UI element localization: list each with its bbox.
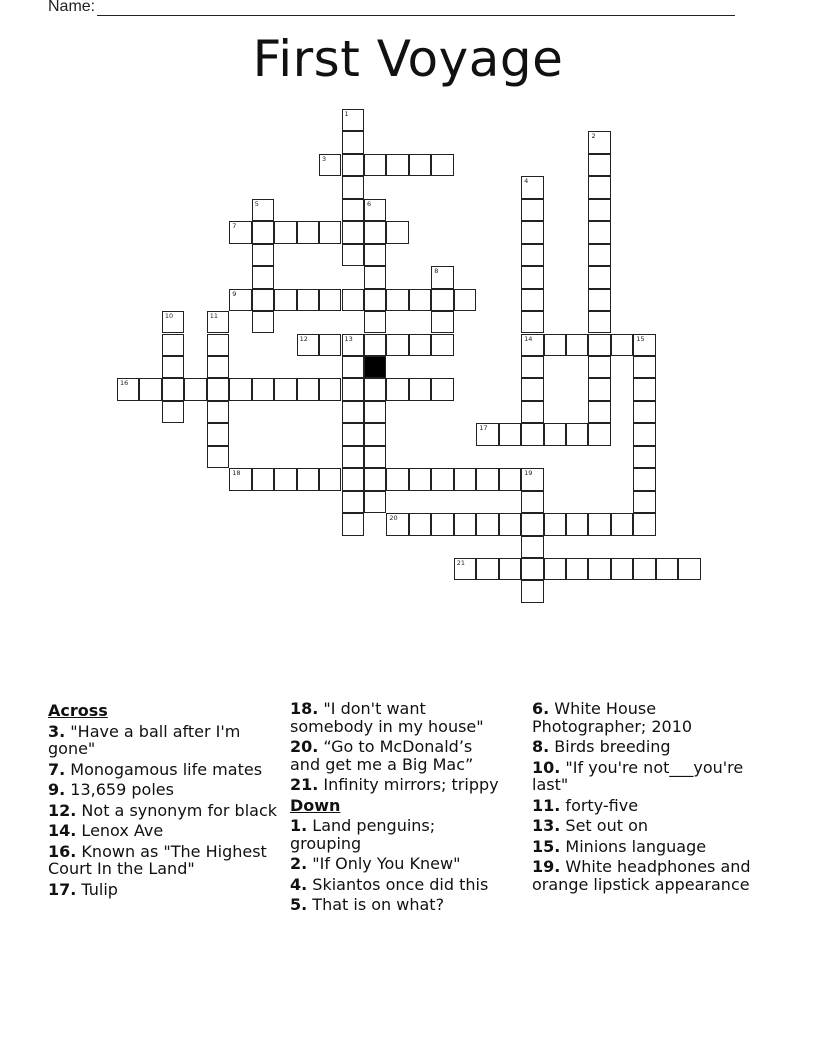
grid-cell[interactable] [342,334,364,356]
grid-block-cell [364,356,386,378]
grid-cell[interactable] [633,558,655,580]
grid-cell[interactable] [319,289,341,311]
grid-cell[interactable] [476,558,498,580]
clue-item-text: forty-five [560,795,639,815]
clue-number: 6 [366,199,372,208]
clue-number: 16 [120,379,129,388]
grid-cell[interactable] [476,468,498,490]
grid-cell[interactable] [342,401,364,423]
grid-cell[interactable] [588,558,610,580]
grid-cell[interactable] [162,311,184,333]
grid-cell[interactable] [364,468,386,490]
grid-cell[interactable] [364,221,386,243]
grid-cell[interactable] [342,513,364,535]
grid-cell[interactable] [633,401,655,423]
down-clues-list-1 [290,817,505,914]
clue-item-number: 7. [48,759,66,779]
clue-item [290,776,505,794]
grid-cell[interactable] [364,401,386,423]
grid-cell[interactable] [431,378,453,400]
grid-cell[interactable] [588,334,610,356]
grid-cell[interactable] [297,289,319,311]
grid-cell[interactable] [566,423,588,445]
grid-cell[interactable] [521,468,543,490]
grid-cell[interactable] [229,378,251,400]
clue-number: 4 [524,177,529,186]
grid-cell[interactable] [499,513,521,535]
grid-cell[interactable] [386,468,408,490]
grid-cell[interactable] [207,356,229,378]
grid-cell[interactable] [431,311,453,333]
clue-item-text: "I don't want somebody in my house" [290,699,484,736]
clue-number: 8 [434,267,439,276]
grid-cell[interactable] [588,154,610,176]
grid-cell[interactable] [386,513,408,535]
grid-cell[interactable] [386,289,408,311]
clue-item-text: Lenox Ave [76,821,164,840]
grid-cell[interactable] [386,221,408,243]
clue-item [290,700,505,735]
clue-item-number: 10. [532,757,561,777]
grid-cell[interactable] [342,378,364,400]
grid-cell[interactable] [274,378,296,400]
grid-cell[interactable] [162,356,184,378]
clue-item [532,759,762,794]
grid-cell[interactable] [342,109,364,131]
clue-number: 3 [322,154,327,163]
grid-cell[interactable] [633,378,655,400]
grid-cell[interactable] [633,446,655,468]
grid-cell[interactable] [162,401,184,423]
grid-cell[interactable] [252,244,274,266]
grid-cell[interactable] [431,266,453,288]
grid-cell[interactable] [611,334,633,356]
grid-cell[interactable] [386,378,408,400]
grid-cell[interactable] [229,468,251,490]
grid-cell[interactable] [364,334,386,356]
clue-item [48,881,288,899]
grid-cell[interactable] [342,199,364,221]
clue-item [48,781,288,799]
grid-cell[interactable] [521,513,543,535]
clue-item [532,817,762,835]
grid-cell[interactable] [499,558,521,580]
clue-item [532,858,762,893]
grid-cell[interactable] [544,423,566,445]
down-heading: Down [290,795,341,815]
grid-cell[interactable] [139,378,161,400]
grid-cell[interactable] [364,154,386,176]
grid-cell[interactable] [566,513,588,535]
clue-item [290,738,505,773]
grid-cell[interactable] [521,558,543,580]
clue-number: 20 [389,514,398,523]
clue-item-number: 3. [48,721,66,741]
clue-number: 1 [344,110,349,118]
grid-cell[interactable] [588,513,610,535]
grid-cell[interactable] [342,491,364,513]
grid-cell[interactable] [162,334,184,356]
clue-number: 2 [591,132,596,141]
clue-number: 21 [456,559,466,567]
grid-cell[interactable] [409,378,431,400]
clue-item-number: 19. [532,857,561,876]
clue-item-text: That is on what? [307,895,445,914]
grid-cell[interactable] [319,334,341,356]
grid-cell[interactable] [117,378,139,400]
clue-number: 5 [254,199,259,208]
clue-number: 18 [232,469,241,478]
grid-cell[interactable] [521,199,543,221]
grid-cell[interactable] [588,266,610,288]
grid-cell[interactable] [386,154,408,176]
grid-cell[interactable] [162,378,184,400]
clue-item-text: "If you're not___you're last" [532,757,744,794]
clue-item-number: 2. [290,854,308,873]
clue-item-number: 20. [290,737,319,756]
name-field[interactable] [48,0,735,16]
clue-item-text: Minions language [560,836,707,856]
grid-cell[interactable] [319,468,341,490]
grid-cell[interactable] [274,221,296,243]
clue-item-text: “Go to McDonald’s and get me a Big Mac” [290,737,474,774]
clue-item-text: White House Photographer; 2010 [532,699,693,736]
grid-cell[interactable] [342,244,364,266]
grid-cell[interactable] [588,199,610,221]
grid-cell[interactable] [229,289,251,311]
clue-item [290,896,505,914]
grid-cell[interactable] [252,311,274,333]
grid-cell[interactable] [297,221,319,243]
clue-number: 17 [479,424,488,433]
clue-number: 13 [344,334,353,343]
grid-cell[interactable] [252,468,274,490]
grid-cell[interactable] [252,289,274,311]
grid-cell[interactable] [521,423,543,445]
grid-cell[interactable] [207,401,229,423]
clue-item-number: 8. [532,737,550,756]
grid-cell[interactable] [319,378,341,400]
grid-cell[interactable] [364,423,386,445]
clue-number: 12 [299,334,308,343]
clue-item-text: "Have a ball after I'm gone" [48,721,241,758]
grid-cell[interactable] [342,289,364,311]
clue-item-number: 6. [532,699,550,718]
grid-cell[interactable] [409,289,431,311]
grid-cell[interactable] [207,423,229,445]
grid-cell[interactable] [207,446,229,468]
grid-cell[interactable] [544,513,566,535]
grid-cell[interactable] [342,356,364,378]
clue-item-number: 15. [532,836,561,856]
grid-cell[interactable] [588,356,610,378]
grid-cell[interactable] [252,221,274,243]
clue-number: 11 [209,312,219,321]
grid-cell[interactable] [633,334,655,356]
clue-number: 9 [232,289,237,298]
grid-cell[interactable] [297,378,319,400]
clue-item-number: 14. [48,821,77,840]
grid-cell[interactable] [521,176,543,198]
clue-number: 10 [164,312,174,321]
grid-cell[interactable] [207,334,229,356]
grid-cell[interactable] [521,378,543,400]
grid-cell[interactable] [431,513,453,535]
grid-cell[interactable] [274,289,296,311]
grid-cell[interactable] [588,131,610,153]
grid-cell[interactable] [454,558,476,580]
grid-cell[interactable] [588,289,610,311]
grid-cell[interactable] [342,221,364,243]
grid-cell[interactable] [521,311,543,333]
grid-cell[interactable] [633,423,655,445]
grid-cell[interactable] [409,334,431,356]
clue-item-text: Known as "The Highest Court In the Land" [48,841,267,878]
grid-cell[interactable] [229,221,251,243]
grid-cell[interactable] [521,536,543,558]
grid-cell[interactable] [454,468,476,490]
grid-cell[interactable] [633,513,655,535]
clue-item [532,797,762,815]
clue-item-text: Land penguins; grouping [290,816,436,853]
clue-item-text: Tulip [76,879,118,899]
clue-item [290,855,505,873]
across-heading: Across [48,701,108,720]
grid-cell[interactable] [521,289,543,311]
grid-cell[interactable] [521,266,543,288]
grid-cell[interactable] [521,401,543,423]
grid-cell[interactable] [409,154,431,176]
grid-cell[interactable] [431,468,453,490]
grid-cell[interactable] [252,199,274,221]
clue-number: 15 [636,334,645,343]
grid-cell[interactable] [566,334,588,356]
grid-cell[interactable] [521,580,543,602]
grid-cell[interactable] [364,446,386,468]
clue-item-number: 21. [290,775,319,794]
clue-item-text: 13,659 poles [65,780,174,799]
across-clues-list-2 [290,700,505,794]
grid-cell[interactable] [521,491,543,513]
grid-cell[interactable] [521,221,543,243]
clue-item-text: Birds breeding [549,737,671,756]
grid-cell[interactable] [207,311,229,333]
clue-number: 19 [524,469,533,478]
clue-item-text: Monogamous life mates [65,759,263,779]
clue-item-number: 11. [532,795,561,815]
grid-cell[interactable] [252,266,274,288]
grid-cell[interactable] [633,356,655,378]
grid-cell[interactable] [364,311,386,333]
clue-item-number: 18. [290,699,319,718]
grid-cell[interactable] [364,491,386,513]
grid-cell[interactable] [499,423,521,445]
grid-cell[interactable] [297,334,319,356]
grid-cell[interactable] [544,558,566,580]
clue-item [48,723,288,758]
grid-cell[interactable] [588,221,610,243]
grid-cell[interactable] [409,468,431,490]
grid-cell[interactable] [364,289,386,311]
name-label: Name: [48,0,96,15]
clue-item-text: Infinity mirrors; trippy [318,775,499,794]
clue-item [532,738,762,756]
grid-cell[interactable] [633,491,655,513]
clue-item [48,761,288,779]
grid-cell[interactable] [342,423,364,445]
clue-item [290,876,505,894]
grid-cell[interactable] [342,154,364,176]
clue-item-text: Not a synonym for black [76,800,278,820]
across-clues-list-1 [48,723,288,899]
clue-item [48,843,288,878]
grid-cell[interactable] [611,558,633,580]
page-title: First Voyage [252,30,564,88]
clue-item-text: Set out on [560,816,649,835]
grid-cell[interactable] [566,558,588,580]
grid-cell[interactable] [521,334,543,356]
grid-cell[interactable] [386,334,408,356]
grid-cell[interactable] [544,334,566,356]
clue-item [48,802,288,820]
grid-cell[interactable] [588,176,610,198]
grid-cell[interactable] [633,468,655,490]
clue-item [532,838,762,856]
grid-cell[interactable] [342,446,364,468]
down-clues-list-2 [532,700,762,893]
clue-item-number: 16. [48,841,77,861]
grid-cell[interactable] [431,154,453,176]
grid-cell[interactable] [342,468,364,490]
clue-item-number: 13. [532,816,561,835]
grid-cell[interactable] [588,311,610,333]
clue-item-text: White headphones and orange lipstick appearance [532,857,751,894]
grid-cell[interactable] [184,378,206,400]
clue-item-text: "If Only You Knew" [307,854,461,873]
grid-cell[interactable] [319,221,341,243]
clue-item-number: 5. [290,895,308,914]
grid-cell[interactable] [454,289,476,311]
clues-column-3 [532,700,762,896]
clues-column-2 [290,700,505,917]
grid-cell[interactable] [521,244,543,266]
grid-cell[interactable] [521,356,543,378]
grid-cell[interactable] [252,378,274,400]
name-underline[interactable] [97,1,735,16]
clue-number: 7 [232,222,237,231]
clue-number: 14 [524,334,533,343]
grid-cell[interactable] [656,558,678,580]
grid-cell[interactable] [364,199,386,221]
clues-column-1 [48,700,288,901]
grid-cell[interactable] [476,423,498,445]
grid-cell[interactable] [476,513,498,535]
grid-cell[interactable] [364,244,386,266]
grid-cell[interactable] [297,468,319,490]
grid-cell[interactable] [342,176,364,198]
grid-cell[interactable] [499,468,521,490]
grid-cell[interactable] [364,266,386,288]
clue-item-number: 17. [48,879,77,899]
grid-cell[interactable] [364,378,386,400]
clue-item [532,700,762,735]
clue-item-number: 12. [48,800,77,820]
grid-cell[interactable] [409,513,431,535]
clue-item-number: 4. [290,874,308,894]
grid-cell[interactable] [588,423,610,445]
grid-cell[interactable] [454,513,476,535]
clue-item-number: 9. [48,780,66,799]
grid-cell[interactable] [588,401,610,423]
grid-cell[interactable] [588,244,610,266]
grid-cell[interactable] [678,558,700,580]
grid-cell[interactable] [611,513,633,535]
clue-item [48,822,288,840]
grid-cell[interactable] [274,468,296,490]
clue-item-number: 1. [290,816,308,835]
clue-item-text: Skiantos once did this [307,874,489,894]
grid-cell[interactable] [431,289,453,311]
grid-cell[interactable] [342,131,364,153]
grid-cell[interactable] [319,154,341,176]
clue-item [290,817,505,852]
grid-cell[interactable] [431,334,453,356]
grid-cell[interactable] [588,378,610,400]
grid-cell[interactable] [207,378,229,400]
